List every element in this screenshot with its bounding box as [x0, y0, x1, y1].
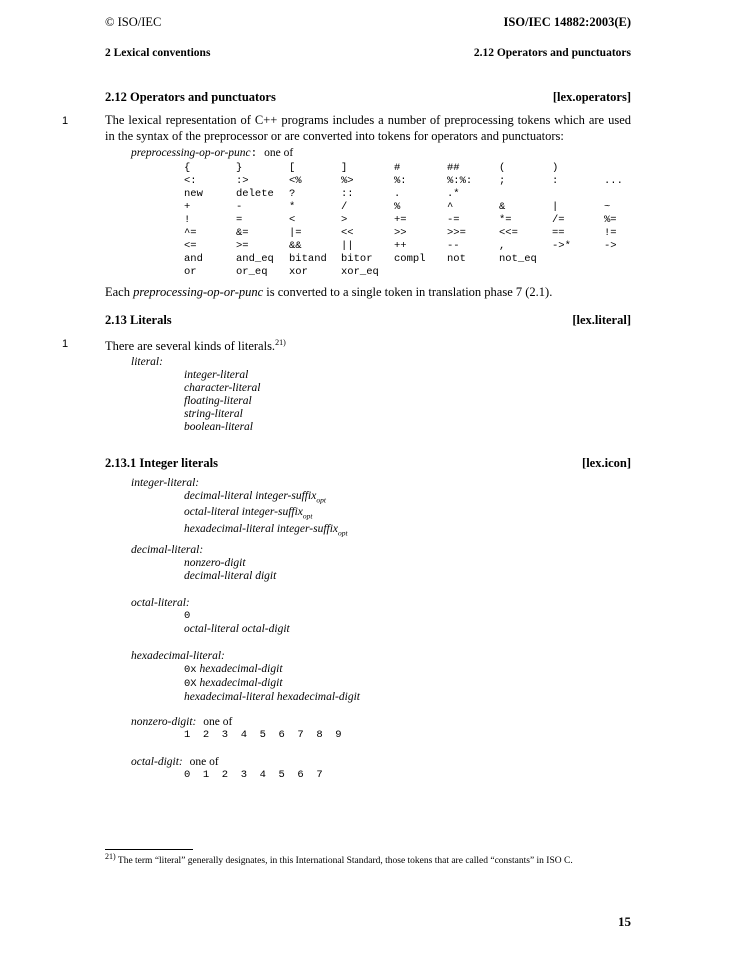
token-cell: ||: [341, 240, 354, 252]
alt: hexadecimal-literal hexadecimal-digit: [184, 691, 360, 703]
page-number: 15: [618, 914, 631, 929]
alt-text: hexadecimal-digit: [199, 677, 283, 689]
token-cell: <<=: [499, 227, 518, 239]
token-cell: |: [552, 201, 559, 213]
footnote-rule: [105, 849, 193, 850]
token-cell: ==: [552, 227, 565, 239]
nonzero-digit-values: 1 2 3 4 5 6 7 8 9: [184, 729, 342, 741]
grammar-rule-octal-digit: [131, 756, 219, 768]
alt-text: hexadecimal-digit: [199, 663, 283, 675]
hex-prefix: 0x: [184, 664, 197, 676]
section-title-2-12: 2.12 Operators and punctuators: [105, 90, 276, 104]
token-cell: new: [184, 188, 203, 200]
token-cell: xor: [289, 266, 308, 278]
token-cell: --: [447, 240, 460, 252]
token-cell: ;: [499, 175, 506, 187]
token-cell: -: [236, 201, 243, 213]
token-cell: /: [341, 201, 348, 213]
token-cell: *: [289, 201, 296, 213]
paragraph-number: 1: [62, 115, 69, 127]
grammar-rule-literal: literal:: [131, 356, 163, 368]
alt: nonzero-digit: [184, 557, 246, 569]
token-cell: *=: [499, 214, 512, 226]
opt-subscript: opt: [316, 495, 326, 505]
token-cell: ^=: [184, 227, 197, 239]
alt: floating-literal: [184, 395, 252, 407]
opt-subscript: opt: [338, 527, 348, 537]
token-cell: >: [341, 214, 348, 226]
alt-text: decimal-literal integer-suffix: [184, 490, 317, 502]
footnote-text: The term “literal” generally designates, in this International Standard, those tokens that are called “constants” in ISO C.: [117, 856, 573, 867]
token-cell: +: [184, 201, 191, 213]
alt: 0: [184, 610, 191, 622]
token-cell: {: [184, 162, 191, 174]
text-part: Each: [105, 285, 134, 299]
paragraph-number: 1: [62, 338, 69, 350]
token-cell: or: [184, 266, 197, 278]
section-ref-2-12: [lex.operators]: [552, 90, 631, 104]
token-cell: |=: [289, 227, 302, 239]
subheader-left: 2 Lexical conventions: [105, 47, 211, 59]
token-cell: (: [499, 162, 506, 174]
token-cell: ++: [394, 240, 407, 252]
token-cell: ~: [604, 201, 611, 213]
token-cell: and_eq: [236, 253, 274, 265]
token-cell: [: [289, 162, 296, 174]
rule-tail: one of: [203, 716, 233, 728]
alt: [184, 663, 360, 677]
alt: [184, 506, 348, 522]
token-cell: %=: [604, 214, 617, 226]
token-cell: or_eq: [236, 266, 268, 278]
alt: character-literal: [184, 382, 261, 394]
footnote: [105, 852, 573, 866]
token-cell: }: [236, 162, 243, 174]
token-cell: bitand: [289, 253, 327, 265]
grammar-rule-octal-literal: octal-literal:: [131, 597, 190, 609]
token-cell: <:: [184, 175, 197, 187]
token-cell: delete: [236, 188, 274, 200]
footnote-ref: 21): [275, 338, 286, 347]
token-cell: &: [499, 201, 506, 213]
grammar-rule-integer-literal: integer-literal:: [131, 477, 200, 489]
rule-name: nonzero-digit:: [131, 716, 197, 728]
token-cell: !: [184, 214, 191, 226]
rule-name: octal-digit:: [131, 756, 183, 768]
token-cell: &&: [289, 240, 302, 252]
octal-digit-values: 0 1 2 3 4 5 6 7: [184, 769, 323, 781]
literal-alternatives: [184, 369, 260, 434]
alt: octal-literal octal-digit: [184, 623, 290, 635]
token-cell: !=: [604, 227, 617, 239]
token-cell: >=: [236, 240, 249, 252]
header-left: © ISO/IEC: [105, 15, 162, 29]
token-cell: :>: [236, 175, 249, 187]
token-cell: .: [394, 188, 401, 200]
section-ref-2-13-1: [lex.icon]: [582, 456, 631, 470]
octal-literal-alternatives: [184, 610, 290, 636]
opt-subscript: opt: [302, 511, 313, 521]
token-cell: &=: [236, 227, 249, 239]
hexadecimal-literal-alternatives: [184, 663, 360, 704]
paragraph-after-tokens: [105, 284, 552, 300]
token-cell: -=: [447, 214, 460, 226]
token-cell: <<: [341, 227, 354, 239]
token-cell: ?: [289, 188, 296, 200]
token-cell: and: [184, 253, 203, 265]
token-cell: ^: [447, 201, 454, 213]
token-cell: >>=: [447, 227, 466, 239]
integer-literal-alternatives: [184, 490, 348, 539]
alt: integer-literal: [184, 369, 249, 381]
token-cell: <=: [184, 240, 197, 252]
token-cell: ->*: [552, 240, 571, 252]
token-cell: >>: [394, 227, 407, 239]
alt: string-literal: [184, 408, 243, 420]
paragraph-2-12: The lexical representation of C++ programs includes a number of preprocessing tokens which are used in the syntax of the preprocessor or are converted into tokens for operators and punctuators:: [105, 113, 631, 143]
token-cell: bitor: [341, 253, 373, 265]
alt: [184, 677, 360, 691]
paragraph-2-13: [105, 335, 286, 354]
grammar-rule-op-or-punc: [131, 147, 293, 160]
footnote-mark: 21): [105, 852, 116, 861]
token-cell: /=: [552, 214, 565, 226]
alt: [184, 490, 348, 506]
token-cell: ...: [604, 175, 623, 187]
alt: [184, 523, 348, 539]
token-cell: ]: [341, 162, 348, 174]
token-cell: %:%:: [447, 175, 473, 187]
token-cell: %>: [341, 175, 354, 187]
rule-tail: one of: [189, 756, 219, 768]
decimal-literal-alternatives: [184, 557, 276, 583]
token-cell: ): [552, 162, 559, 174]
token-cell: .*: [447, 188, 460, 200]
token-cell: #: [394, 162, 401, 174]
token-cell: not: [447, 253, 466, 265]
rule-tail: one of: [264, 147, 294, 159]
token-cell: %: [394, 201, 401, 213]
token-cell: <: [289, 214, 296, 226]
token-cell: =: [236, 214, 243, 226]
token-cell: ::: [341, 188, 354, 200]
rule-colon: :: [250, 148, 258, 160]
token-cell: :: [552, 175, 559, 187]
token-cell: <%: [289, 175, 302, 187]
rule-name: preprocessing-op-or-punc: [131, 147, 251, 159]
token-cell: ,: [499, 240, 506, 252]
grammar-rule-decimal-literal: decimal-literal:: [131, 544, 204, 556]
text-part: is converted to a single token in translation phase 7 (2.1).: [263, 285, 553, 299]
alt-text: hexadecimal-literal integer-suffix: [184, 522, 339, 535]
token-cell: %:: [394, 175, 407, 187]
token-cell: compl: [394, 253, 426, 265]
alt-text: octal-literal integer-suffix: [184, 506, 303, 519]
token-cell: xor_eq: [341, 266, 379, 278]
token-cell: ##: [447, 162, 460, 174]
section-title-2-13-1: 2.13.1 Integer literals: [105, 456, 218, 470]
header-right: ISO/IEC 14882:2003(E): [503, 15, 631, 29]
alt: boolean-literal: [184, 421, 253, 433]
section-ref-2-13: [lex.literal]: [572, 313, 631, 327]
alt: decimal-literal digit: [184, 570, 277, 582]
grammar-rule-nonzero-digit: [131, 716, 232, 728]
hex-prefix: 0X: [184, 678, 197, 690]
token-cell: ->: [604, 240, 617, 252]
token-cell: +=: [394, 214, 407, 226]
section-title-2-13: 2.13 Literals: [105, 313, 172, 327]
text-part: There are several kinds of literals.: [105, 339, 276, 354]
italic-term: preprocessing-op-or-punc: [133, 285, 264, 299]
token-cell: not_eq: [499, 253, 537, 265]
grammar-rule-hexadecimal-literal: hexadecimal-literal:: [131, 650, 225, 662]
subheader-right: 2.12 Operators and punctuators: [473, 47, 631, 59]
